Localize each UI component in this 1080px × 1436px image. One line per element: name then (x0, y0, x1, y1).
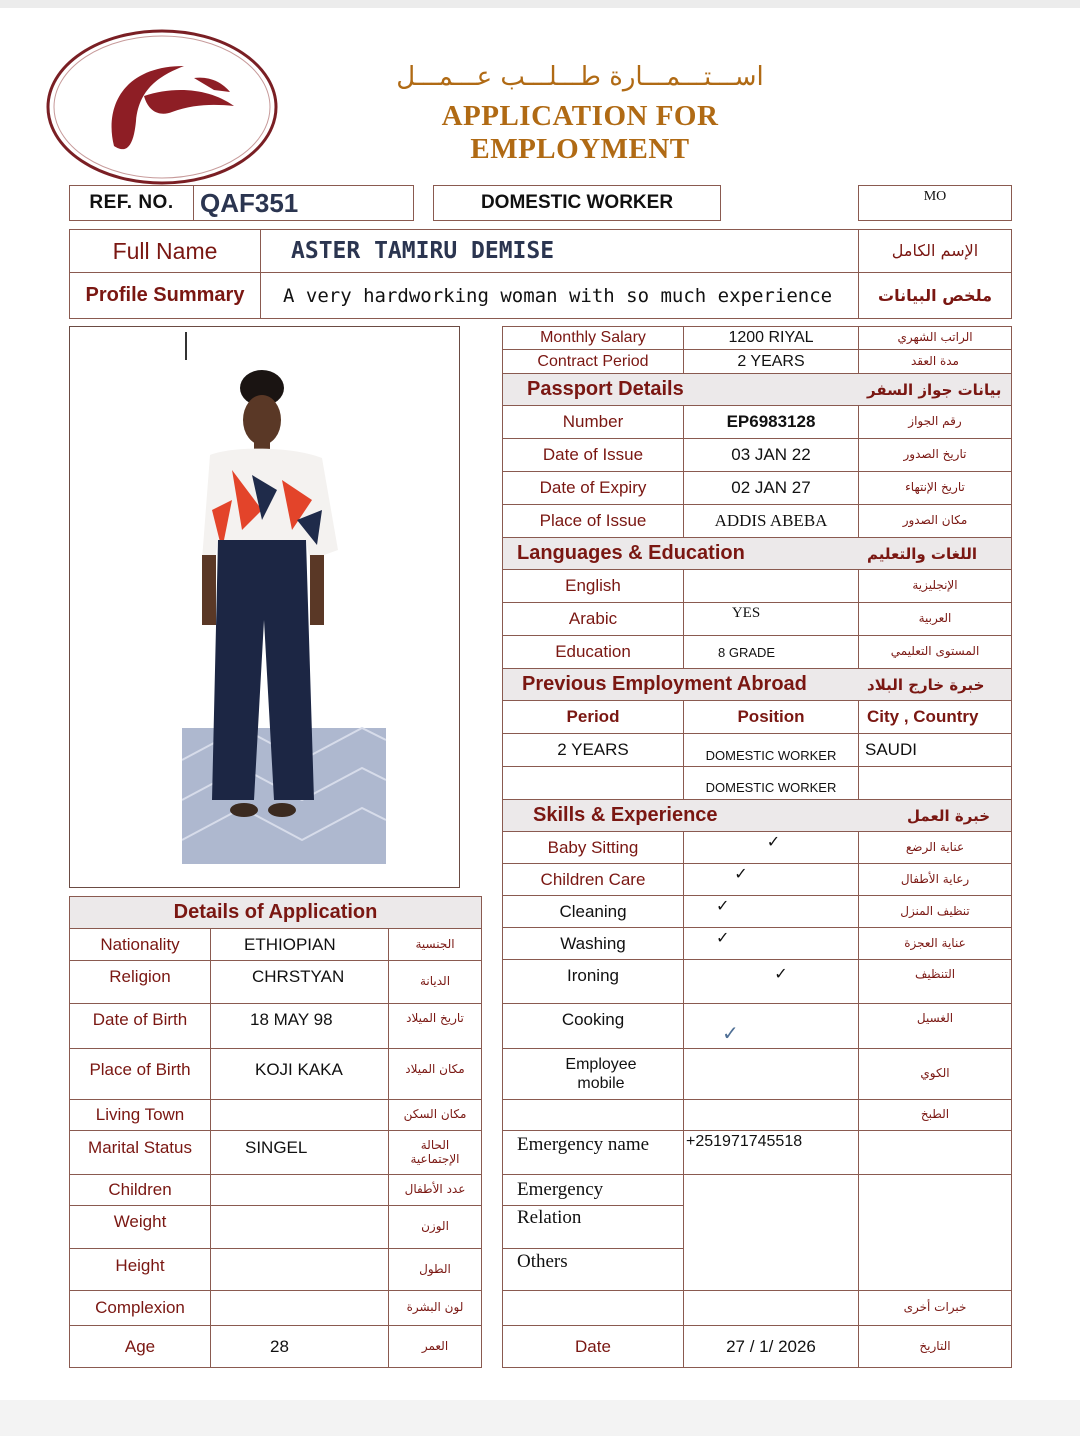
emergency-name-value: +251971745518 (683, 1130, 859, 1175)
pob-value: KOJI KAKA (210, 1048, 389, 1100)
age-value: 28 (210, 1325, 389, 1368)
employment-header-period: Period (502, 700, 684, 734)
ref-label: REF. NO. (69, 185, 194, 221)
employment-row-2-city (858, 766, 1012, 800)
skills-section-title: Skills & Experience (533, 804, 718, 826)
skill-ironing-ar: التنظيف (858, 959, 1012, 1004)
arabic-label: Arabic (502, 602, 684, 636)
employment-row-2-position: DOMESTIC WORKER (683, 766, 859, 800)
passport-number-label: Number (502, 405, 684, 439)
date-label-ar: التاريخ (858, 1325, 1012, 1368)
skill-cooking-label: Cooking (502, 1003, 684, 1049)
weight-label: Weight (69, 1205, 211, 1249)
issue-date-label-ar: تاريخ الصدور (858, 438, 1012, 472)
passport-section-title: Passport Details (527, 378, 684, 400)
complexion-label-ar: لون البشرة (388, 1290, 482, 1326)
issue-place-label-ar: مكان الصدور (858, 504, 1012, 538)
religion-label: Religion (69, 960, 211, 1004)
emergency-name-ar (858, 1130, 1012, 1175)
ref-value: QAF351 (193, 185, 414, 221)
religion-label-ar: الديانة (388, 960, 482, 1004)
dob-label: Date of Birth (69, 1003, 211, 1049)
employment-header-position: Position (683, 700, 859, 734)
skill-ironing-label: Ironing (502, 959, 684, 1004)
others-label: Others (502, 1248, 684, 1291)
education-label: Education (502, 635, 684, 669)
date-label: Date (502, 1325, 684, 1368)
skill-cooking-check: ✓ (683, 1003, 859, 1049)
arabic-label-ar: العربية (858, 602, 1012, 636)
dob-value: 18 MAY 98 (210, 1003, 389, 1049)
emergency-relation-value (683, 1174, 859, 1291)
education-label-ar: المستوى التعليمي (858, 635, 1012, 669)
issue-date-label: Date of Issue (502, 438, 684, 472)
blank-row-ar: الطبخ (858, 1099, 1012, 1131)
emergency-name-label: Emergency name (502, 1130, 684, 1175)
height-value (210, 1248, 389, 1291)
passport-number-value: EP6983128 (683, 405, 859, 439)
weight-label-ar: الوزن (388, 1205, 482, 1249)
profile-summary-label-ar: ملخص البيانات (858, 272, 1012, 319)
height-label-ar: الطول (388, 1248, 482, 1291)
weight-value (210, 1205, 389, 1249)
arabic-value: YES (683, 602, 859, 636)
company-logo (44, 26, 280, 188)
nationality-label-ar: الجنسية (388, 928, 482, 961)
marital-status-value: SINGEL (210, 1130, 389, 1175)
expiry-date-label: Date of Expiry (502, 471, 684, 505)
employee-mobile-label: Employee mobile (502, 1048, 684, 1100)
pob-label-ar: مكان الميلاد (388, 1048, 482, 1100)
dob-label-ar: تاريخ الميلاد (388, 1003, 482, 1049)
title-arabic: اســـتـــمـــارة طـــلـــب عـــمـــل (396, 62, 764, 92)
profile-summary-label: Profile Summary (69, 272, 261, 319)
blank-row-label (502, 1099, 684, 1131)
skills-section-header (502, 799, 1012, 832)
blank-row-value (683, 1099, 859, 1131)
employment-row-1-period: 2 YEARS (502, 733, 684, 767)
passport-section-title-ar: بيانات جواز السفر (867, 380, 1002, 399)
skill-children-care-check: ✓ (683, 863, 859, 896)
languages-section-header (502, 537, 1012, 570)
age-label-ar: العمر (388, 1325, 482, 1368)
application-section-title: Details of Application (173, 901, 378, 923)
skill-baby-sitting-label: Baby Sitting (502, 831, 684, 864)
expiry-date-label-ar: تاريخ الإنتهاء (858, 471, 1012, 505)
employment-section-title: Previous Employment Abroad (522, 673, 807, 695)
employment-row-2-period (502, 766, 684, 800)
living-town-label: Living Town (69, 1099, 211, 1131)
job-title: DOMESTIC WORKER (433, 185, 721, 221)
others-label-ar: خبرات أخرى (858, 1290, 1012, 1326)
children-label-ar: عدد الأطفال (388, 1174, 482, 1206)
full-name-label: Full Name (69, 229, 261, 273)
age-label: Age (69, 1325, 211, 1368)
others-value (683, 1290, 859, 1326)
title-english: APPLICATION FOR EMPLOYMENT (441, 100, 719, 165)
skill-cooking-ar: الغسيل (858, 1003, 1012, 1049)
passport-section-header (502, 373, 1012, 406)
employment-row-1-position: DOMESTIC WORKER (683, 733, 859, 767)
profile-summary-value: A very hardworking woman with so much experience (260, 272, 859, 319)
height-label: Height (69, 1248, 211, 1291)
contract-period-label-ar: مدة العقد (858, 349, 1012, 374)
skill-cleaning-label: Cleaning (502, 895, 684, 928)
nationality-label: Nationality (69, 928, 211, 961)
employment-header-city: City , Country (858, 700, 1012, 734)
skill-cleaning-check: ✓ (683, 895, 859, 928)
issue-place-label: Place of Issue (502, 504, 684, 538)
complexion-value (210, 1290, 389, 1326)
full-name-label-ar: الإسم الكامل (858, 229, 1012, 273)
others-blank-label (502, 1290, 684, 1326)
contract-period-label: Contract Period (502, 349, 684, 374)
employee-mobile-ar: الكوي (858, 1048, 1012, 1100)
emergency-label: Emergency (502, 1174, 684, 1206)
living-town-value (210, 1099, 389, 1131)
education-value: 8 GRADE (683, 635, 859, 669)
skill-ironing-check: ✓ (683, 959, 859, 1004)
emergency-relation-ar (858, 1174, 1012, 1291)
marital-status-label: Marital Status (69, 1130, 211, 1175)
nationality-value: ETHIOPIAN (210, 928, 389, 961)
english-label-ar: الإنجليزية (858, 569, 1012, 603)
top-band (0, 0, 1080, 8)
contract-period-value: 2 YEARS (683, 349, 859, 374)
skill-washing-check: ✓ (683, 927, 859, 960)
employee-mobile-value (683, 1048, 859, 1100)
monthly-salary-label-ar: الراتب الشهري (858, 326, 1012, 350)
marital-status-label-ar: الحالة الإجتماعية (388, 1130, 482, 1175)
employment-row-1-city: SAUDI (858, 733, 1012, 767)
english-value (683, 569, 859, 603)
issue-place-value: ADDIS ABEBA (683, 504, 859, 538)
english-label: English (502, 569, 684, 603)
skill-children-care-label: Children Care (502, 863, 684, 896)
monthly-salary-label: Monthly Salary (502, 326, 684, 350)
skill-washing-ar: عناية العجزة (858, 927, 1012, 960)
full-name-value: ASTER TAMIRU DEMISE (260, 229, 859, 273)
relation-label: Relation (502, 1205, 684, 1249)
issue-date-value: 03 JAN 22 (683, 438, 859, 472)
skill-baby-sitting-ar: عناية الرضع (858, 831, 1012, 864)
bottom-band (0, 1400, 1080, 1436)
children-label: Children (69, 1174, 211, 1206)
skill-baby-sitting-check: ✓ (683, 831, 859, 864)
religion-value: CHRSTYAN (210, 960, 389, 1004)
monthly-salary-value: 1200 RIYAL (683, 326, 859, 350)
application-section-header (69, 896, 482, 929)
skills-section-title-ar: خبرة العمل (907, 806, 991, 825)
employment-section-header (502, 668, 1012, 701)
skill-washing-label: Washing (502, 927, 684, 960)
skill-children-care-ar: رعاية الأطفال (858, 863, 1012, 896)
languages-section-title: Languages & Education (517, 542, 745, 564)
date-value: 27 / 1/ 2026 (683, 1325, 859, 1368)
children-value (210, 1174, 389, 1206)
living-town-label-ar: مكان السكن (388, 1099, 482, 1131)
employment-section-title-ar: خبرة خارج البلاد (867, 675, 985, 694)
mo-code: MO (858, 185, 1012, 221)
skill-cleaning-ar: تنظيف المنزل (858, 895, 1012, 928)
pob-label: Place of Birth (69, 1048, 211, 1100)
complexion-label: Complexion (69, 1290, 211, 1326)
applicant-photo (182, 360, 386, 864)
languages-section-title-ar: اللغات والتعليم (867, 544, 977, 563)
expiry-date-value: 02 JAN 27 (683, 471, 859, 505)
passport-number-label-ar: رقم الجواز (858, 405, 1012, 439)
